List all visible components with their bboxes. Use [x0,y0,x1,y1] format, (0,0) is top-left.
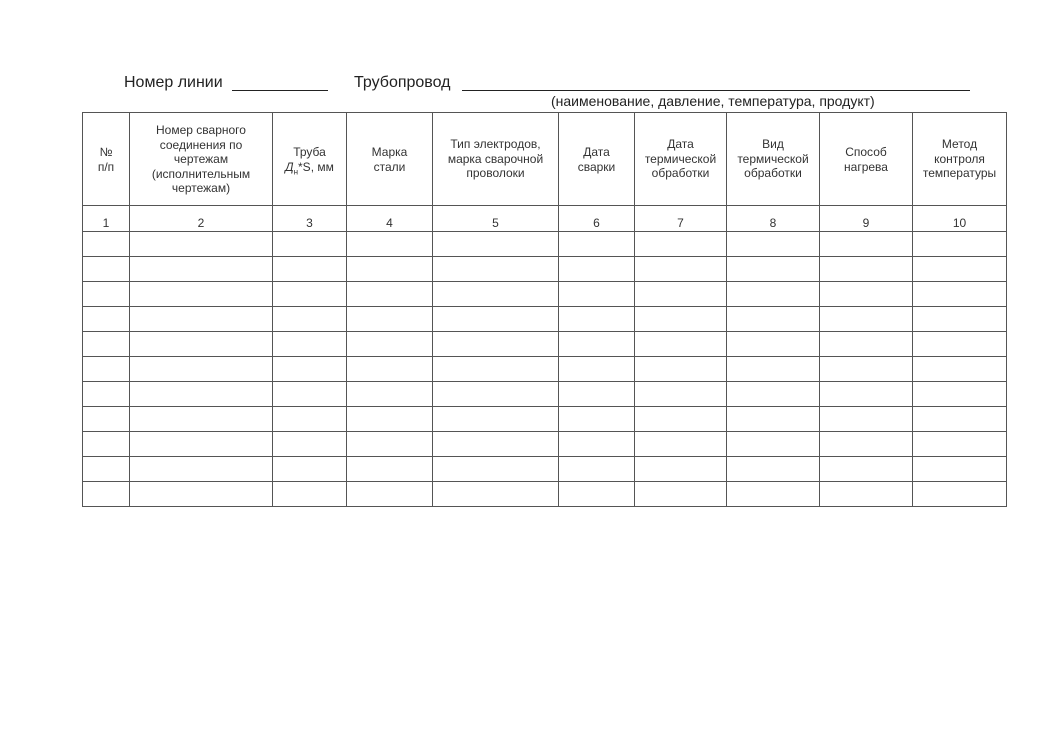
table-cell[interactable] [635,307,727,332]
table-cell[interactable] [820,432,913,457]
table-cell[interactable] [913,432,1007,457]
table-cell[interactable] [727,357,820,382]
col-header-temp-control: Метод контроля температуры [913,113,1007,206]
table-row [83,382,1007,407]
table-row [83,332,1007,357]
table-cell[interactable] [727,457,820,482]
table-cell[interactable] [635,382,727,407]
table-cell[interactable] [433,357,559,382]
table-cell[interactable] [347,307,433,332]
table-cell[interactable] [727,257,820,282]
table-cell[interactable] [727,232,820,257]
table-cell[interactable] [727,407,820,432]
header-row [83,113,1007,206]
table-cell[interactable] [130,382,273,407]
journal-header [0,0,1052,109]
table-cell[interactable] [130,407,273,432]
table-cell[interactable] [347,357,433,382]
table-cell[interactable] [913,457,1007,482]
table-cell[interactable] [347,282,433,307]
col-header-steel-grade: Марка стали [347,113,433,206]
table-cell[interactable] [273,307,347,332]
table-cell[interactable] [913,307,1007,332]
table-cell[interactable] [635,332,727,357]
table-row [83,232,1007,257]
table-cell[interactable] [820,232,913,257]
table-cell[interactable] [820,332,913,357]
table-cell[interactable] [559,382,635,407]
table-cell[interactable] [820,407,913,432]
line-number-field[interactable] [232,90,328,91]
table-cell[interactable] [635,282,727,307]
table-cell[interactable] [913,232,1007,257]
table-row [83,432,1007,457]
table-cell[interactable] [83,407,130,432]
table-cell[interactable] [273,332,347,357]
col-header-heating-method: Способ нагрева [820,113,913,206]
table-cell[interactable] [635,457,727,482]
column-number: 6 [559,206,635,232]
table-cell[interactable] [820,482,913,507]
table-cell[interactable] [433,482,559,507]
table-cell[interactable] [635,407,727,432]
table-cell[interactable] [635,432,727,457]
table-cell[interactable] [347,257,433,282]
table-cell[interactable] [83,232,130,257]
col-header-number: № п/п [83,113,130,206]
table-cell[interactable] [433,282,559,307]
col-header-joint-number: Номер сварного соединения по чертежам (исполнительным чертежам) [130,113,273,206]
table-row [83,407,1007,432]
table-cell[interactable] [130,332,273,357]
col-header-weld-date: Дата сварки [559,113,635,206]
table-cell[interactable] [347,432,433,457]
table-cell[interactable] [433,232,559,257]
column-number: 2 [130,206,273,232]
table-cell[interactable] [727,382,820,407]
table-cell[interactable] [347,482,433,507]
table-cell[interactable] [83,332,130,357]
table-cell[interactable] [635,482,727,507]
table-cell[interactable] [635,232,727,257]
table-cell[interactable] [273,282,347,307]
table-cell[interactable] [83,457,130,482]
col-header-heat-date: Дата термической обработки [635,113,727,206]
table-cell[interactable] [913,482,1007,507]
table-cell[interactable] [913,257,1007,282]
table-cell[interactable] [559,257,635,282]
column-number: 9 [820,206,913,232]
table-cell[interactable] [347,232,433,257]
welding-journal-table [82,112,1007,507]
pipeline-label: Трубопровод [354,74,451,91]
table-cell[interactable] [820,307,913,332]
table-cell[interactable] [130,232,273,257]
table-cell[interactable] [727,332,820,357]
table-cell[interactable] [913,407,1007,432]
table-cell[interactable] [559,432,635,457]
table-cell[interactable] [130,307,273,332]
column-number: 3 [273,206,347,232]
table-cell[interactable] [727,307,820,332]
table-cell[interactable] [559,482,635,507]
table-cell[interactable] [130,457,273,482]
col-header-heat-type: Вид термической обработки [727,113,820,206]
table-cell[interactable] [83,282,130,307]
table-cell[interactable] [130,432,273,457]
table-cell[interactable] [820,357,913,382]
table-cell[interactable] [83,382,130,407]
table-row [83,482,1007,507]
table-cell[interactable] [273,232,347,257]
table-cell[interactable] [83,257,130,282]
table-row [83,457,1007,482]
column-number: 5 [433,206,559,232]
table-cell[interactable] [635,357,727,382]
column-numbers-row [83,206,1007,232]
table-cell[interactable] [559,457,635,482]
table-cell[interactable] [433,257,559,282]
table-cell[interactable] [820,382,913,407]
table-cell[interactable] [559,307,635,332]
col-header-electrodes: Тип электродов, марка сварочной проволоки [433,113,559,206]
table-cell[interactable] [273,407,347,432]
table-cell[interactable] [559,407,635,432]
table-cell[interactable] [559,282,635,307]
column-number: 7 [635,206,727,232]
table-cell[interactable] [559,332,635,357]
line-number-label: Номер линии [124,74,223,91]
table-cell[interactable] [83,482,130,507]
pipeline-field[interactable] [462,90,970,91]
table-cell[interactable] [727,282,820,307]
table-cell[interactable] [433,382,559,407]
table-cell[interactable] [433,432,559,457]
table-cell[interactable] [635,257,727,282]
pipeline-hint: (наименование, давление, температура, продукт) [551,93,875,109]
table-cell[interactable] [130,257,273,282]
table-cell[interactable] [913,332,1007,357]
table-cell[interactable] [913,357,1007,382]
table-cell[interactable] [820,282,913,307]
table-cell[interactable] [83,357,130,382]
table-cell[interactable] [559,357,635,382]
table-row [83,357,1007,382]
table-cell[interactable] [130,482,273,507]
table-cell[interactable] [433,457,559,482]
column-number: 8 [727,206,820,232]
table-cell[interactable] [559,232,635,257]
table-cell[interactable] [347,457,433,482]
table-cell[interactable] [83,432,130,457]
table-cell[interactable] [273,482,347,507]
table-cell[interactable] [820,457,913,482]
table-row [83,257,1007,282]
table-cell[interactable] [727,432,820,457]
table-row [83,282,1007,307]
table-cell[interactable] [820,257,913,282]
table-cell[interactable] [273,357,347,382]
table-cell[interactable] [83,307,130,332]
table-cell[interactable] [913,282,1007,307]
table-cell[interactable] [130,357,273,382]
table-cell[interactable] [130,282,273,307]
table-cell[interactable] [273,432,347,457]
table-cell[interactable] [347,382,433,407]
table-cell[interactable] [433,307,559,332]
column-number: 10 [913,206,1007,232]
table-cell[interactable] [273,257,347,282]
table-cell[interactable] [433,407,559,432]
table-cell[interactable] [913,382,1007,407]
table-cell[interactable] [347,332,433,357]
table-cell[interactable] [347,407,433,432]
table-cell[interactable] [727,482,820,507]
column-number: 1 [83,206,130,232]
table-cell[interactable] [273,382,347,407]
table-cell[interactable] [273,457,347,482]
column-number: 4 [347,206,433,232]
table-row [83,307,1007,332]
table-cell[interactable] [433,332,559,357]
col-header-pipe: Труба $Д_н*S$, мм [273,113,347,206]
